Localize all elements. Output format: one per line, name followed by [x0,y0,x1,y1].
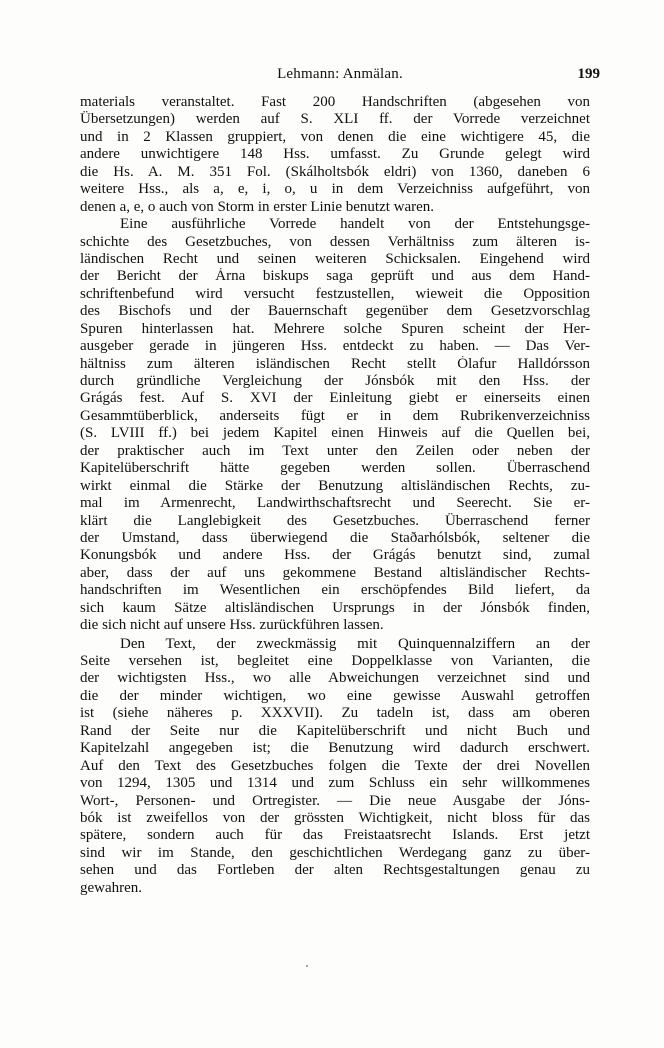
text-line: des Bischofs und der Bauernschaft gegenüber dem Gesetzvorschlag [80,303,590,320]
text-line: wirkt einmal die Stärke der Benutzung altisländischen Rechts, zu- [80,477,590,494]
text-line: Gesammtüberblick, anderseits fügt er in dem Rubrikenverzeichniss [80,407,590,424]
text-line: klärt die Langlebigkeit des Gesetzbuches. Überraschend ferner [80,512,590,529]
text-line: ländischen Recht und seinen weiteren Schicksalen. Eingehend wird [80,250,590,267]
text-line: Übersetzungen) werden auf S. XLI ff. der Vorrede verzeichnet [80,111,590,128]
text-line: spätere, sondern auch für das Freistaatsrecht Islands. Erst jetzt [80,827,590,844]
text-line: aber, dass der auf uns gekommene Bestand altisländischer Rechts- [80,564,590,581]
text-line: (S. LVIII ff.) bei jedem Kapitel einen Hinweis auf die Quellen bei, [80,425,590,442]
text-line: denen a, e, o auch von Storm in erster Linie benutzt waren. [80,198,435,215]
text-line: schichte des Gesetzbuches, von dessen Verhältniss zum älteren is- [80,233,590,250]
text-line: weitere Hss., als a, e, i, o, u in dem Verzeichniss aufgeführt, von [80,181,590,198]
text-line: durch gründliche Vergleichung der Jónsbók mit den Hss. der [80,373,590,389]
text-line: ausgeber gerade in jüngeren Hss. entdeckt zu haben. — Das Ver- [80,338,590,355]
text-line: die der minder wichtigen, wo eine gewisse Auswahl getroffen [80,687,590,704]
text-line: von 1294, 1305 und 1314 und zum Schluss ein sehr willkommenes [80,775,590,792]
text-line: andere unwichtigere 148 Hss. umfasst. Zu Grunde gelegt wird [80,146,590,163]
text-line: Konungsbók und andere Hss. der Grágás benutzt sind, zumal [80,547,590,564]
text-line: ist (siehe näheres p. XXXVII). Zu tadeln ist, dass am oberen [80,705,590,722]
text-line: Kapitelzahl angegeben ist; die Benutzung wird dadurch erschwert. [80,740,590,757]
paragraph-start-line: Den Text, der zweckmässig mit Quinquennalziffern an der [120,635,590,652]
text-line: bók ist zweifellos von der grössten Wichtigkeit, nicht bloss für das [80,809,590,826]
text-line: sich kaum Sätze altisländischen Ursprungs in der Jónsbók finden, [80,599,590,616]
page-header [80,66,600,88]
text-line: handschriften im Wesentlichen ein erschöpfendes Bild liefert, da [80,582,590,599]
text-line: gewahren. [80,879,143,896]
text-line: der Umstand, dass überwiegend die Staðarhólsbók, seltener die [80,529,590,546]
text-line: schriftenbefund wird versucht festzustellen, wieweit die Opposition [80,285,590,302]
text-line: der Bericht der Árna biskups saga geprüft und aus dem Hand- [80,268,590,285]
text-line: sind wir im Stande, den geschichtlichen Werdegang ganz zu über- [80,844,590,861]
text-line: Kapitelüberschrift hätte gegeben werden sollen. Überraschend [80,460,590,477]
text-line: sehen und das Fortleben der alten Rechtsgestaltungen genau zu [80,862,590,879]
text-line: Grágás fest. Auf S. XVI der Einleitung giebt er einerseits einen [80,390,590,407]
print-speck [306,965,308,967]
text-line: Auf den Text des Gesetzbuches folgen die Texte der drei Novellen [80,757,590,774]
body-text [80,94,590,897]
text-line: und in 2 Klassen gruppiert, von denen die eine wichtigere 45, die [80,128,590,145]
text-line: Wort-, Personen- und Ortregister. — Die neue Ausgabe der Jóns- [80,792,590,809]
text-line: die sich nicht auf unsere Hss. zurückführen lassen. [80,617,384,634]
text-line: der praktischer auch im Text unter den Zeilen oder neben der [80,442,590,459]
text-line: Spuren hinterlassen hat. Mehrere solche Spuren scheint der Her- [80,320,590,337]
running-title: Lehmann: Anmälan. [277,66,403,82]
text-line: Seite versehen ist, begleitet eine Doppelklasse von Varianten, die [80,653,590,669]
text-line: hältniss zum älteren isländischen Recht stellt Ólafur Halldórsson [80,355,590,372]
text-line: der wichtigsten Hss., wo alle Abweichungen verzeichnet sind und [80,670,590,687]
page-number: 199 [577,66,600,82]
text-line: materials veranstaltet. Fast 200 Handschriften (abgesehen von [80,94,590,110]
text-line: Rand der Seite nur die Kapitelüberschrift und nicht Buch und [80,722,590,739]
text-line: die Hs. A. M. 351 Fol. (Skálholtsbók eldri) von 1360, daneben 6 [80,163,590,180]
paragraph-start-line: Eine ausführliche Vorrede handelt von der Entstehungsge- [120,216,590,233]
text-line: mal im Armenrecht, Landwirthschaftsrecht und Seerecht. Sie er- [80,495,590,512]
